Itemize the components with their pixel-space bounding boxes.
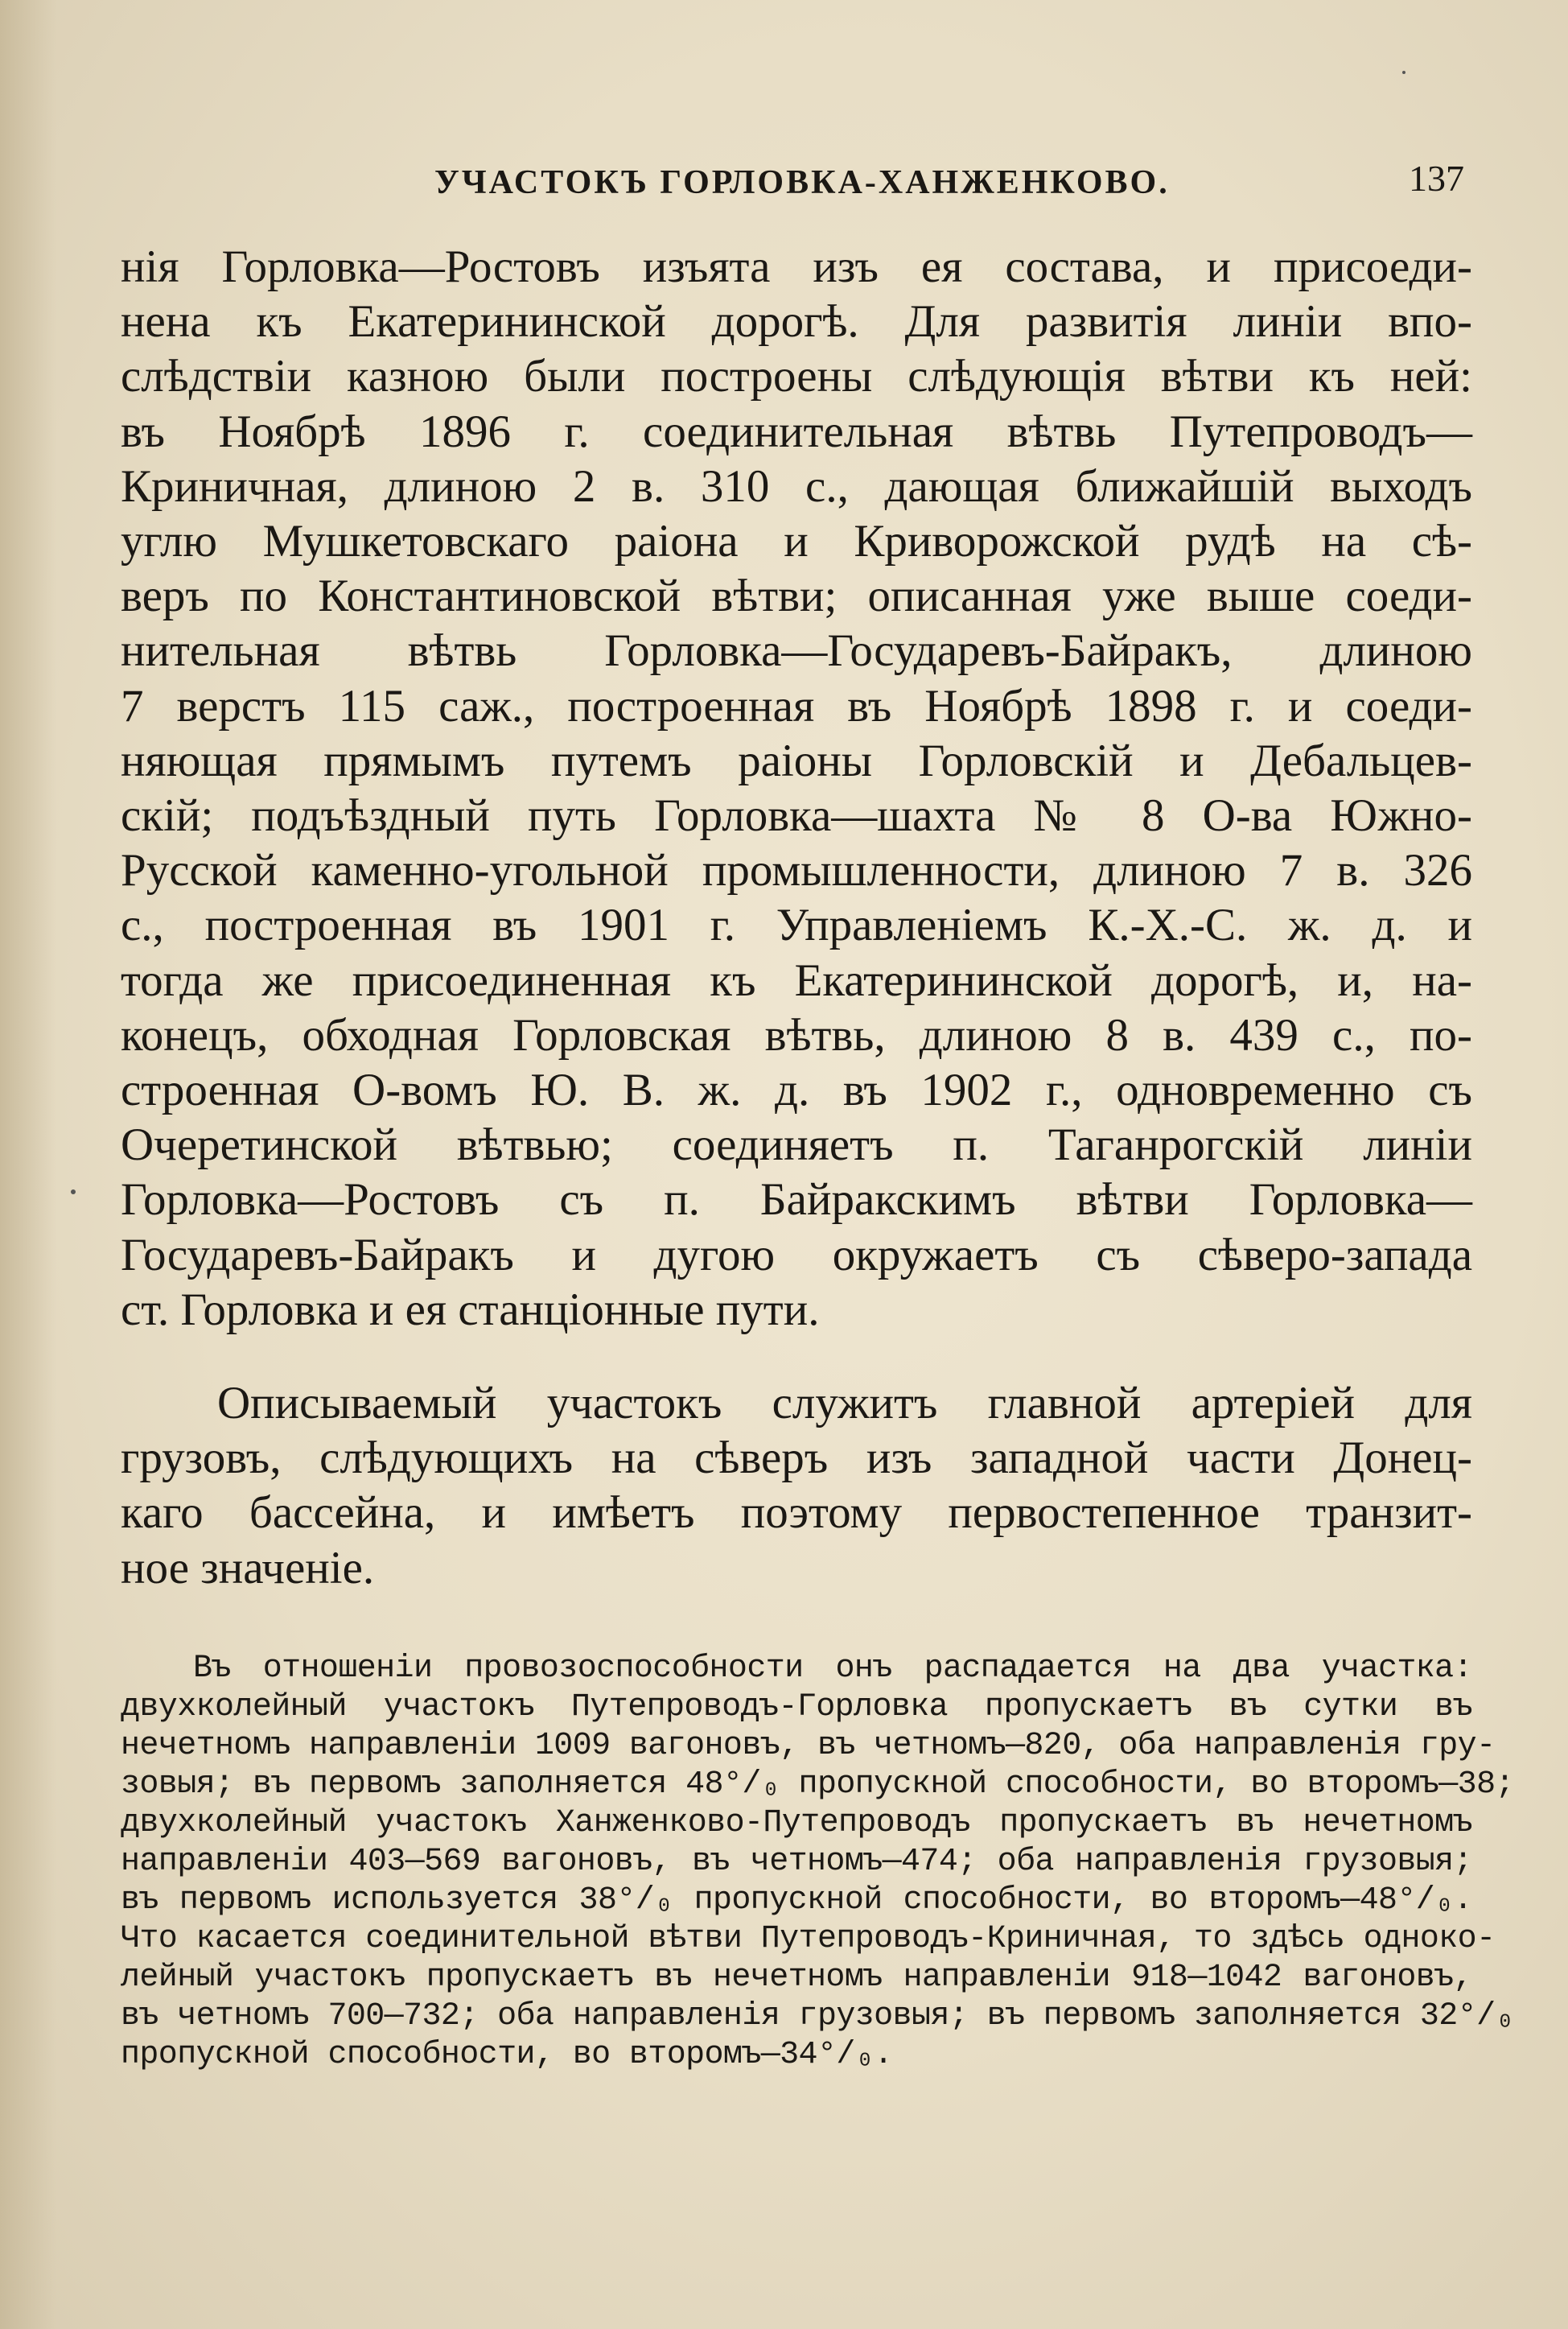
text-line: веръ по Константиновской вѣтви; описанная уже выше соеди- <box>121 571 1472 622</box>
text-line: скій; подъѣздный путь Горловка—шахта № 8 О-ва Южно- <box>121 790 1472 842</box>
running-title: УЧАСТОКЪ ГОРЛОВКА-ХАНЖЕНКОВО. <box>434 164 1170 201</box>
text-line: углю Мушкетовскаго раіона и Криворожской рудѣ на сѣ- <box>121 516 1472 567</box>
text-line: слѣдствіи казною были построены слѣдующія вѣтви къ ней: <box>121 351 1472 402</box>
note-line: въ четномъ 700—732; оба направленія грузовыя; въ первомъ заполняется 32°/₀ <box>121 1998 1514 2034</box>
text-line: каго бассейна, и имѣетъ поэтому первостепенное транзит- <box>121 1487 1472 1539</box>
note-line: Въ отношеніи провозоспособности онъ распадается на два участка: <box>193 1651 1472 1687</box>
note-line: Что касается соединительной вѣтви Путепроводъ-Криничная, то здѣсь одноко- <box>121 1921 1496 1957</box>
text-line: с., построенная въ 1901 г. Управленіемъ К.-Х.-С. ж. д. и <box>121 900 1472 951</box>
text-line: Горловка—Ростовъ съ п. Байракскимъ вѣтви Горловка— <box>121 1174 1472 1226</box>
text-line: въ Ноябрѣ 1896 г. соединительная вѣтвь Путепроводъ— <box>121 406 1472 457</box>
page-edge-shadow <box>0 0 56 2329</box>
text-line: тогда же присоединенная къ Екатерининской дорогѣ, и, на- <box>121 954 1472 1006</box>
text-line: нія Горловка—Ростовъ изъята изъ ея состава, и присоеди- <box>121 241 1472 292</box>
paragraph-2 <box>121 1376 1472 1596</box>
text-line: 7 верстъ 115 саж., построенная въ Ноябрѣ 1898 г. и соеди- <box>121 680 1472 732</box>
text-line: ст. Горловка и ея станціонные пути. <box>121 1284 820 1335</box>
text-line: Государевъ-Байракъ и дугою окружаетъ съ сѣверо-запада <box>121 1229 1472 1280</box>
paragraph-1 <box>121 240 1472 1338</box>
text-line: Очеретинской вѣтвью; соединяетъ п. Таганрогскій линіи <box>121 1119 1472 1171</box>
note-line: нечетномъ направленіи 1009 вагоновъ, въ четномъ—820, оба направленія гру- <box>121 1728 1496 1764</box>
text-line: ное значеніе. <box>121 1542 375 1593</box>
page-number: 137 <box>1409 158 1464 199</box>
text-line: Криничная, длиною 2 в. 310 с., дающая ближайшій выходъ <box>121 460 1472 512</box>
text-line: Русской каменно-угольной промышленности, длиною 7 в. 326 <box>121 845 1472 897</box>
note-line: лейный участокъ пропускаетъ въ нечетномъ направленіи 918—1042 вагоновъ, <box>121 1960 1472 1996</box>
note-line: зовыя; въ первомъ заполняется 48°/₀ пропускной способности, во второмъ—38; <box>121 1766 1514 1803</box>
paper-speck <box>1402 71 1405 74</box>
text-line: няющая прямымъ путемъ раіоны Горловскій и Дебальцев- <box>121 735 1472 786</box>
note-line: въ первомъ используется 38°/₀ пропускной способности, во второмъ—48°/₀. <box>121 1882 1472 1919</box>
page-header <box>426 157 1472 213</box>
paper-speck <box>71 1189 76 1194</box>
text-line: нена къ Екатерининской дорогѣ. Для развитія линіи впо- <box>121 296 1472 348</box>
small-print-note <box>121 1650 1514 2075</box>
note-line: направленіи 403—569 вагоновъ, въ четномъ—474; оба направленія грузовыя; <box>121 1844 1472 1880</box>
text-line: грузовъ, слѣдующихъ на сѣверъ изъ западной части Донец- <box>121 1432 1472 1484</box>
note-line: двухколейный участокъ Путепроводъ-Горловка пропускаетъ въ сутки въ <box>121 1689 1472 1725</box>
text-line: строенная О-вомъ Ю. В. ж. д. въ 1902 г., одновременно съ <box>121 1065 1472 1116</box>
text-line: нительная вѣтвь Горловка—Государевъ-Байракъ, длиною <box>121 625 1472 677</box>
note-line: двухколейный участокъ Ханженково-Путепроводъ пропускаетъ въ нечетномъ <box>121 1805 1472 1841</box>
text-line: конецъ, обходная Горловская вѣтвь, длиною 8 в. 439 с., по- <box>121 1009 1472 1061</box>
text-line: Описываемый участокъ служитъ главной артеріей для <box>217 1378 1472 1428</box>
note-line: пропускной способности, во второмъ—34°/₀. <box>121 2037 893 2073</box>
